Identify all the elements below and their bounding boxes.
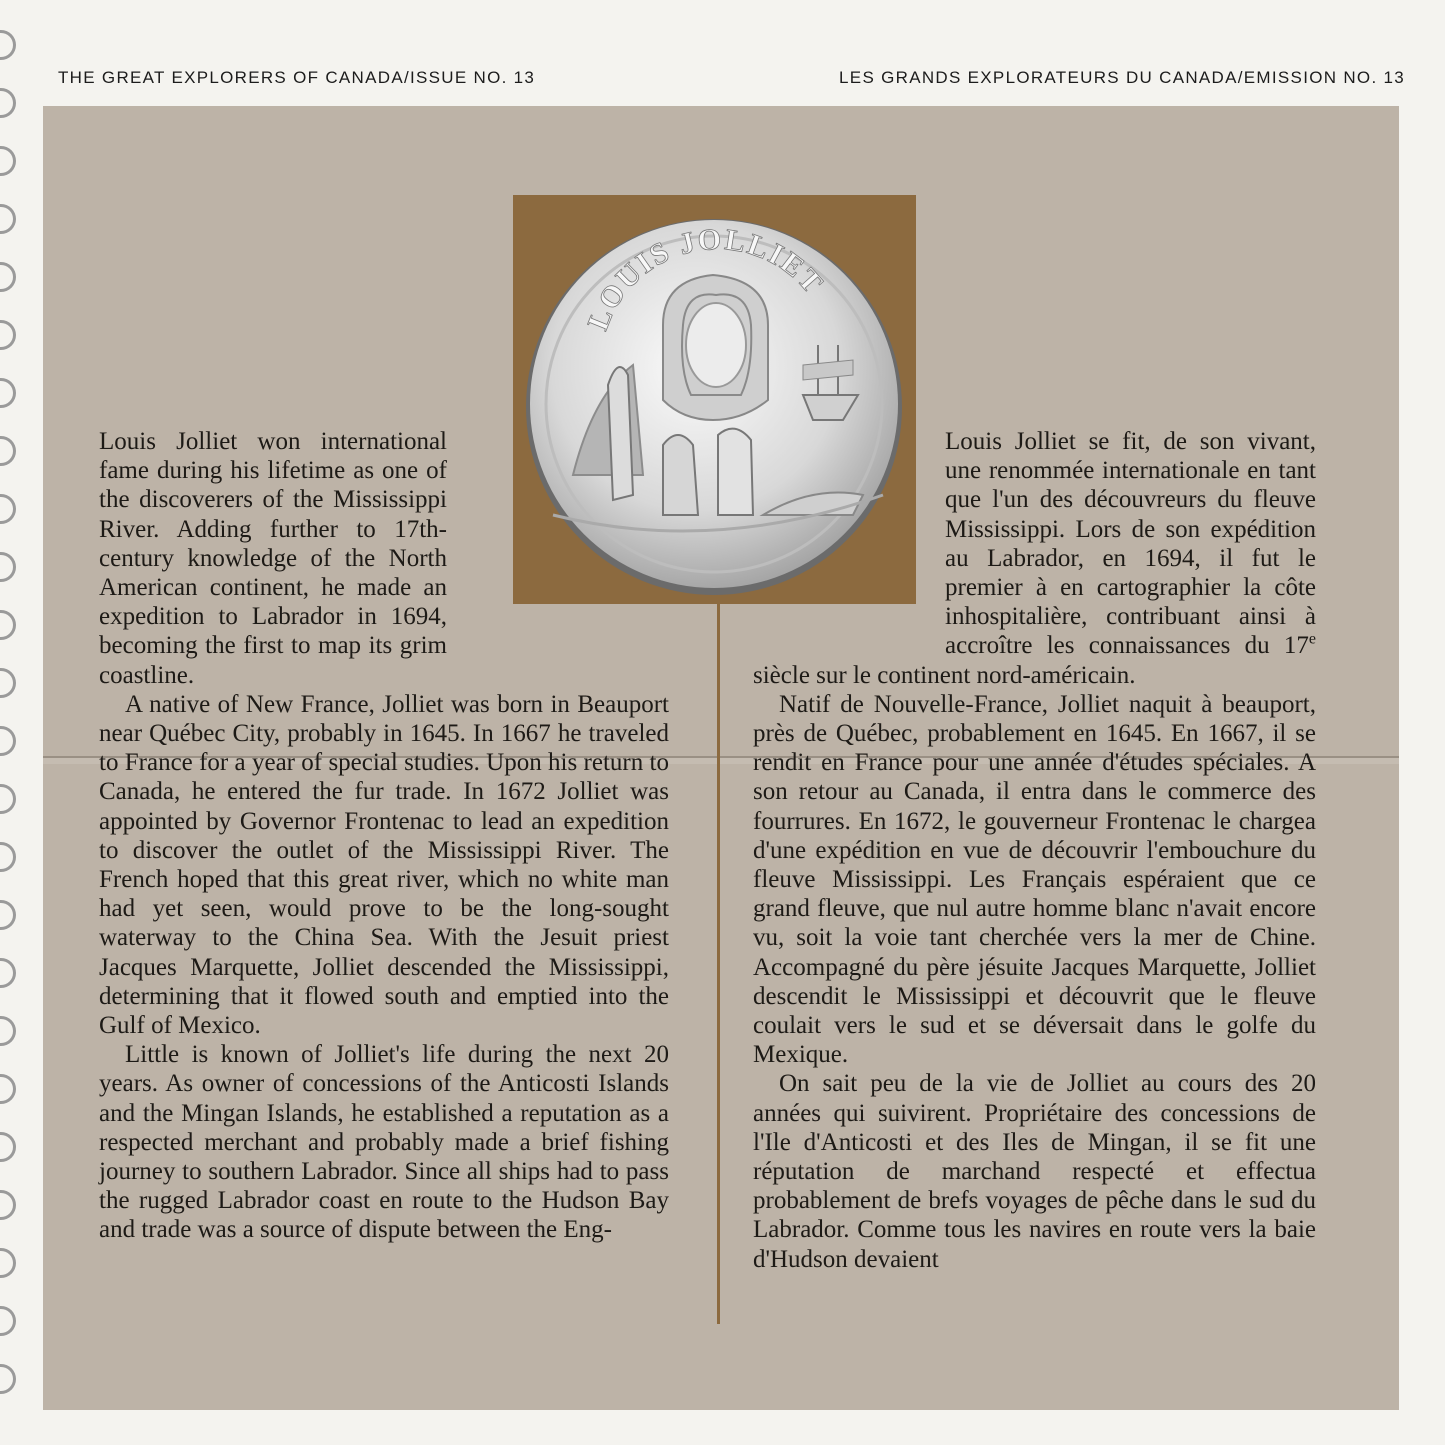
binder-ring bbox=[0, 204, 16, 234]
french-text: Louis Jolliet se fit, de son vivant, une renommée internationale en tant que l'un des découvreurs du fleuve Mississippi. Lors de son expédition au Labrador, en 1694, il fut le premier à en cartographier la côte inhospitalière, contribuant ainsi à accroître les connaissances du 17 bbox=[945, 428, 1316, 660]
french-superscript: e bbox=[1308, 631, 1316, 649]
english-paragraph: Louis Jolliet won international fame during his lifetime as one of the discoverers of the Mississippi River. Adding further to 17th-century knowledge of the North American continent, he made an expedition to Labrador in 1694, becoming the first to map its grim coastline. bbox=[99, 428, 447, 689]
english-paragraph: A native of New France, Jolliet was born in Beauport near Québec City, probably in 1645. In 1667 he traveled to France for a year of special studies. Upon his return to Canada, he entered the fur trade. In 1672 Jolliet was appointed by Governor Frontenac to lead an expedition to discover the outlet of the Mississippi River. The French hoped that this great river, which no white man had yet seen, would prove to be the long-sought waterway to the China Sea. With the Jesuit priest Jacques Marquette, Jolliet descended the Mississippi, determining that it flowed south and emptied into the Gulf of Mexico. bbox=[99, 690, 669, 1040]
english-paragraph: Little is known of Jolliet's life during the next 20 years. As owner of concessions of the Anticosti Islands and the Mingan Islands, he established a reputation as a respected merchant and probably made a brief fishing journey to southern Labrador. Since all ships had to pass the rugged Labrador coast en route to the Hudson Bay and trade was a source of dispute between the Eng- bbox=[99, 1041, 669, 1244]
binder-ring bbox=[0, 494, 16, 524]
ring-binding bbox=[0, 0, 28, 1445]
binder-ring bbox=[0, 958, 16, 988]
english-column bbox=[99, 427, 669, 1245]
medal-spacer bbox=[753, 427, 945, 635]
binder-ring bbox=[0, 610, 16, 640]
binder-ring bbox=[0, 436, 16, 466]
binder-ring bbox=[0, 30, 16, 60]
column-divider bbox=[717, 604, 720, 1324]
french-text: siècle sur le continent nord-américain. bbox=[753, 661, 1136, 689]
binder-ring bbox=[0, 552, 16, 582]
binder-ring bbox=[0, 320, 16, 350]
binder-ring bbox=[0, 1190, 16, 1220]
medal-spacer bbox=[447, 427, 669, 635]
binder-ring bbox=[0, 262, 16, 292]
french-column bbox=[753, 427, 1316, 1274]
french-paragraph: Natif de Nouvelle-France, Jolliet naquit à beauport, près de Québec, probablement en 1645. En 1667, il se rendit en France pour une année d'études spéciales. A son retour au Canada, il entra dans le commerce des fourrures. En 1672, le gouverneur Frontenac le chargea d'une expédition en vue de découvrir l'embouchure du fleuve Mississippi. Les Français espéraient que ce grand fleuve, que nul autre homme blanc n'avait encore vu, soit la voie tant cherchée vers la mer de Chine. Accompagné du père jésuite Jacques Marquette, Jolliet descendit le Mississippi et découvrit que le fleuve coulait vers le sud et se déversait dans le golfe du Mexique. bbox=[753, 690, 1316, 1069]
binder-ring bbox=[0, 1132, 16, 1162]
medal-inscription: LOUIS JOLLIET bbox=[581, 222, 831, 335]
binder-ring bbox=[0, 668, 16, 698]
french-paragraph: On sait peu de la vie de Jolliet au cours des 20 années qui suivirent. Propriétaire des concessions de l'Ile d'Anticosti et des Iles de Mingan, il se fit une réputation de marchand respecté et effectua probablement de brefs voyages de pêche dans le sud du Labrador. Comme tous les navires en route vers la baie d'Hudson devaient bbox=[753, 1070, 1316, 1273]
header-title-english: THE GREAT EXPLORERS OF CANADA/ISSUE NO. 13 bbox=[58, 68, 536, 87]
binder-ring bbox=[0, 146, 16, 176]
content-panel bbox=[43, 106, 1399, 1410]
binder-ring bbox=[0, 726, 16, 756]
binder-ring bbox=[0, 378, 16, 408]
binder-ring bbox=[0, 900, 16, 930]
binder-ring bbox=[0, 1016, 16, 1046]
binder-ring bbox=[0, 1364, 16, 1394]
header-title-french: LES GRANDS EXPLORATEURS DU CANADA/EMISSION NO. 13 bbox=[839, 68, 1405, 87]
binder-ring bbox=[0, 1306, 16, 1336]
binder-ring bbox=[0, 1074, 16, 1104]
binder-ring bbox=[0, 88, 16, 118]
binder-ring bbox=[0, 1248, 16, 1278]
binder-ring bbox=[0, 784, 16, 814]
binder-ring bbox=[0, 842, 16, 872]
